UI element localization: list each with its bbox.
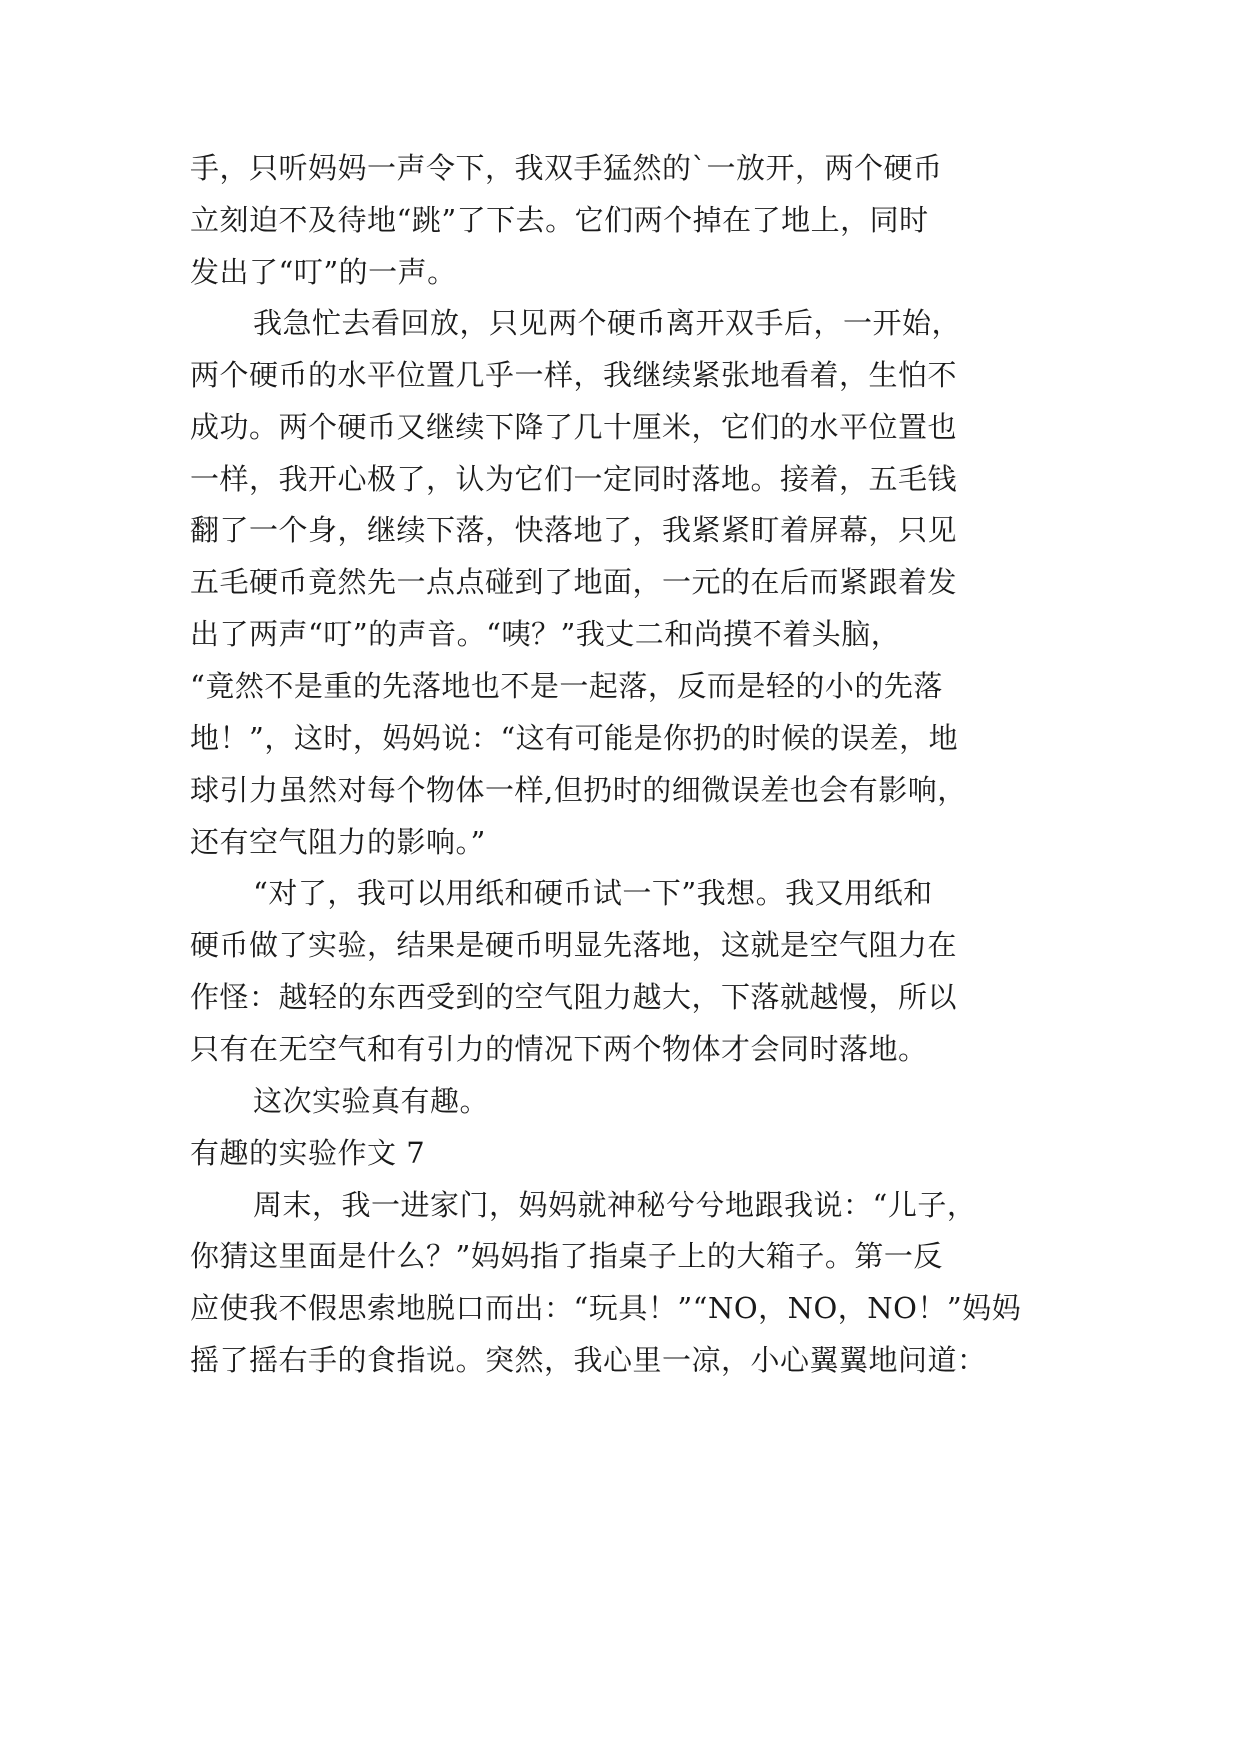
- text-line: 还有空气阻力的影响。”: [190, 825, 486, 859]
- text-line: “竟然不是重的先落地也不是一起落，反而是轻的小的先落: [190, 669, 943, 703]
- text-line: 应使我不假思索地脱口而出：“玩具！”“NO，NO，NO！”妈妈: [190, 1291, 1022, 1325]
- text-line: 翻了一个身，继续下落，快落地了，我紧紧盯着屏幕，只见: [190, 513, 958, 547]
- text-line: 两个硬币的水平位置几乎一样，我继续紧张地看着，生怕不: [190, 358, 958, 392]
- section-heading: 有趣的实验作文 7: [190, 1136, 426, 1170]
- text-line: 硬币做了实验，结果是硬币明显先落地，这就是空气阻力在: [190, 928, 958, 962]
- text-line: 手，只听妈妈一声令下，我双手猛然的`一放开，两个硬币: [190, 151, 943, 185]
- paragraph-first-line: “对了，我可以用纸和硬币试一下”我想。我又用纸和: [253, 876, 933, 910]
- text-line: 五毛硬币竟然先一点点碰到了地面，一元的在后而紧跟着发: [190, 565, 958, 599]
- text-line: 作怪：越轻的东西受到的空气阻力越大，下落就越慢，所以: [190, 980, 958, 1014]
- text-line: 摇了摇右手的食指说。突然，我心里一凉，小心翼翼地问道：: [190, 1343, 987, 1377]
- text-line: 一样，我开心极了，认为它们一定同时落地。接着，五毛钱: [190, 462, 958, 496]
- text-line: 球引力虽然对每个物体一样,但扔时的细微误差也会有影响，: [190, 773, 967, 807]
- paragraph-first-line: 周末，我一进家门，妈妈就神秘兮兮地跟我说：“儿子，: [253, 1188, 977, 1222]
- text-line: 你猜这里面是什么？”妈妈指了指桌子上的大箱子。第一反: [190, 1239, 943, 1273]
- text-line: 出了两声“叮”的声音。“咦？”我丈二和尚摸不着头脑，: [190, 617, 901, 651]
- text-line: 立刻迫不及待地“跳”了下去。它们两个掉在了地上，同时: [190, 203, 929, 237]
- paragraph-first-line: 这次实验真有趣。: [253, 1084, 490, 1118]
- text-line: 地！”，这时，妈妈说：“这有可能是你扔的时候的误差，地: [190, 721, 959, 755]
- text-line: 只有在无空气和有引力的情况下两个物体才会同时落地。: [190, 1032, 928, 1066]
- text-line: 成功。两个硬币又继续下降了几十厘米，它们的水平位置也: [190, 410, 958, 444]
- paragraph-first-line: 我急忙去看回放，只见两个硬币离开双手后，一开始，: [253, 306, 962, 340]
- text-line: 发出了“叮”的一声。: [190, 255, 457, 289]
